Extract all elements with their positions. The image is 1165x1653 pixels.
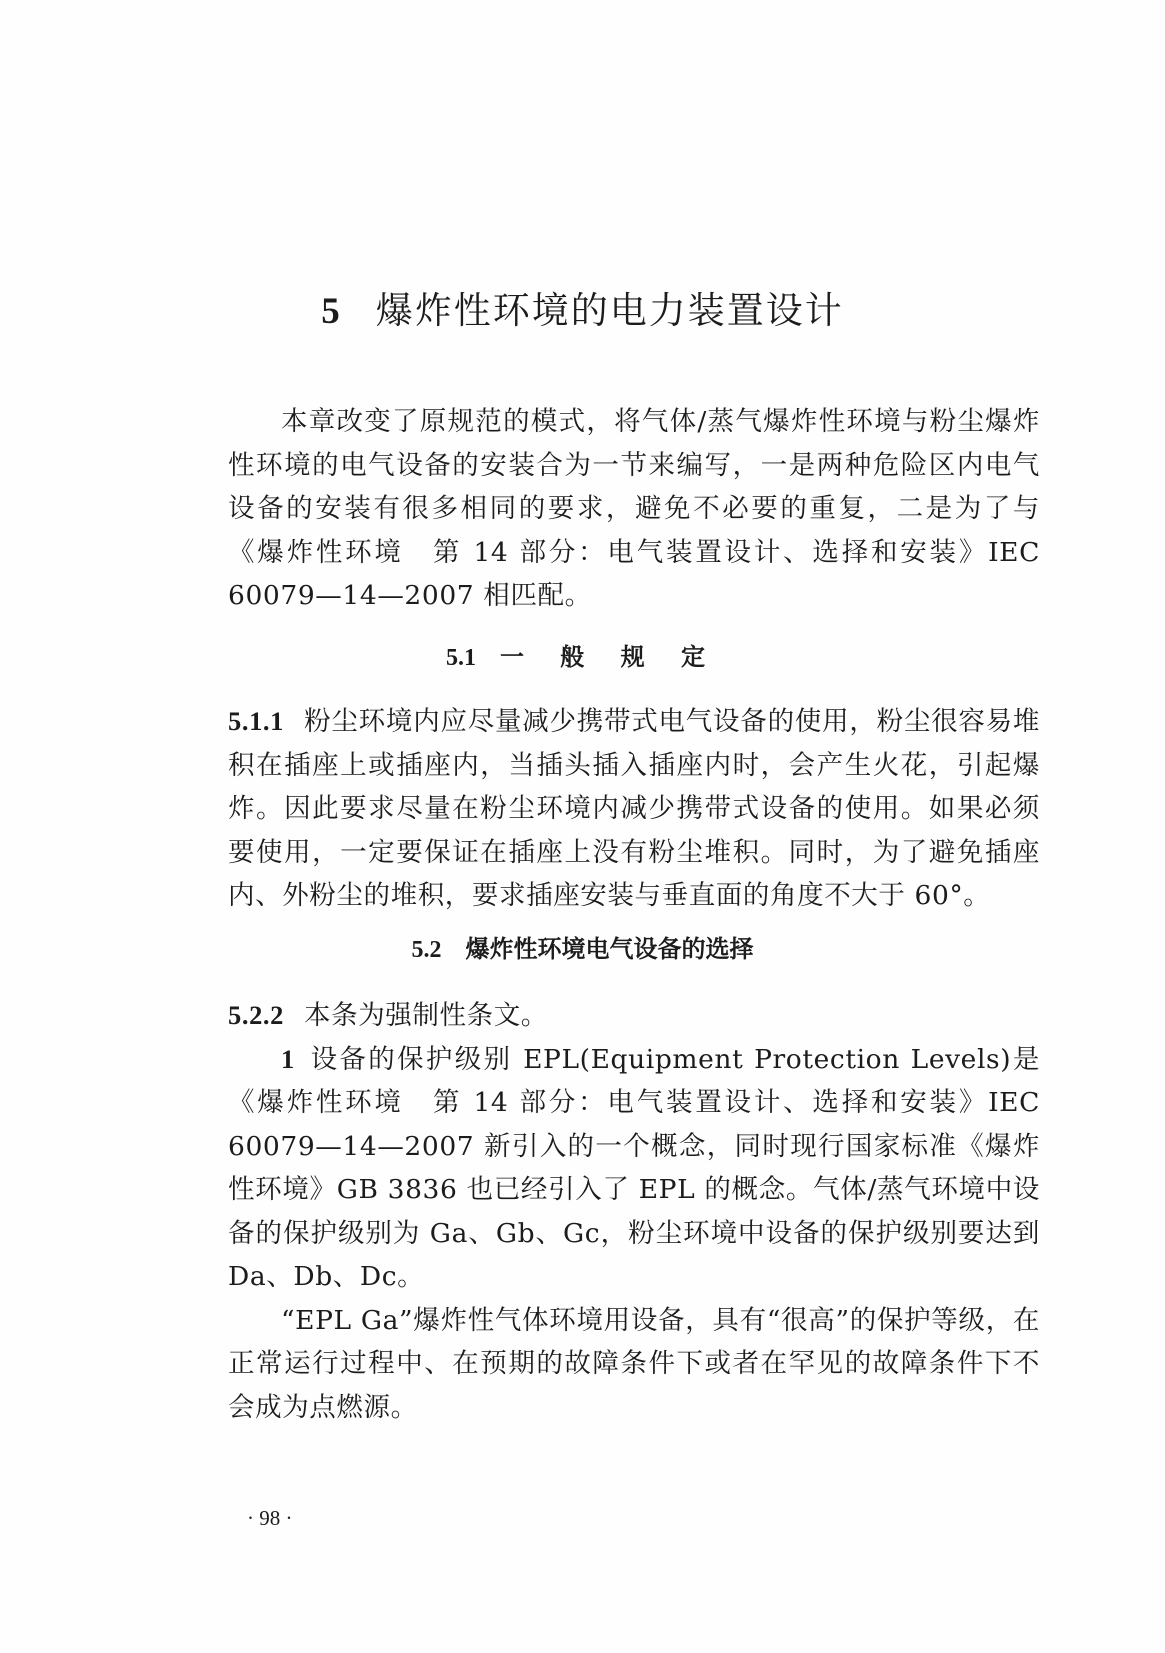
section-title: 爆炸性环境电气设备的选择 (465, 935, 754, 963)
section-heading-5-2 (0, 929, 1165, 970)
item-text: 设备的保护级别 EPL(Equipment Protection Levels)是《爆炸性环境 第 14 部分：电气装置设计、选择和安装》IEC 60079—14—2007 新引入的一个概念，同时现行国家标准《爆炸性环境》GB 3836 也已经引入了 EPL 的概念。气体/蒸气环境中设备的保护级别为 Ga、Gb、Gc，粉尘环境中设备的保护级别要达到 Da、Db、Dc。 (228, 1043, 1040, 1292)
clause-text: 粉尘环境内应尽量减少携带式电气设备的使用，粉尘很容易堆积在插座上或插座内，当插头插入插座内时，会产生火花，引起爆炸。因此要求尽量在粉尘环境内减少携带式设备的使用。如果必须要使用，一定要保证在插座上没有粉尘堆积。同时，为了避免插座内、外粉尘的堆积，要求插座安装与垂直面的角度不大于 60°。 (228, 706, 1040, 911)
page-number: · 98 · (247, 1506, 293, 1530)
chapter-number: 5 (321, 291, 342, 332)
section-title: 一 般 规 定 (499, 643, 720, 671)
epl-ga-paragraph: “EPL Ga”爆炸性气体环境用设备，具有“很高”的保护等级，在正常运行过程中、在预期的故障条件下或者在罕见的故障条件下不会成为点燃源。 (228, 1304, 1040, 1423)
clause-5-1-1-block (228, 700, 1040, 918)
clause-text: 本条为强制性条文。 (304, 1000, 548, 1031)
chapter-title (0, 286, 1165, 337)
clause-number: 5.2.2 (228, 1000, 284, 1030)
clause-5-2-2 (228, 994, 1040, 1038)
section-heading-5-1 (0, 637, 1165, 678)
section-number: 5.2 (411, 937, 442, 963)
section-number: 5.1 (445, 645, 476, 671)
clause-5-1-1 (228, 700, 1040, 918)
intro-paragraph: 本章改变了原规范的模式，将气体/蒸气爆炸性环境与粉尘爆炸性环境的电气设备的安装合为一节来编写，一是两种危险区内电气设备的安装有很多相同的要求，避免不必要的重复，二是为了与《爆炸性环境 第 14 部分：电气装置设计、选择和安装》IEC 60079—14—2007 相匹配。 (228, 406, 1040, 611)
clause-number: 5.1.1 (228, 706, 284, 736)
item-number: 1 (281, 1043, 295, 1074)
item-1 (228, 1038, 1040, 1299)
chapter-title-text: 爆炸性环境的电力装置设计 (375, 289, 844, 332)
section-5-2-body (228, 994, 1040, 1429)
intro-block (228, 400, 1040, 618)
